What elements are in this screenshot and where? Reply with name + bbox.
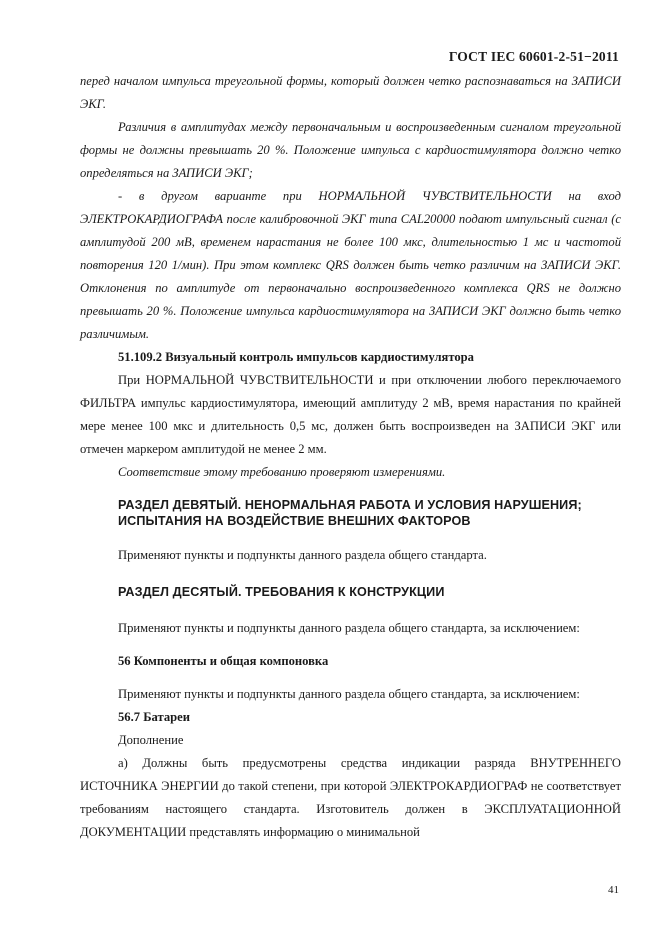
paragraph-section-nine-apply: Применяют пункты и подпункты данного раздела общего стандарта. — [118, 548, 487, 562]
page-number: 41 — [608, 884, 619, 896]
paragraph-compliance-check: Соответствие этому требованию проверяют измерениями. — [118, 465, 446, 479]
standard-header: ГОСТ IEC 60601-2-51−2011 — [448, 49, 619, 64]
heading-56: 56 Компоненты и общая компоновка — [118, 654, 329, 668]
heading-56-7: 56.7 Батареи — [118, 710, 190, 724]
paragraph-battery-indication: а) Должны быть предусмотрены средства индикации разряда ВНУТРЕННЕГО ИСТОЧНИКА ЭНЕРГИИ до такой степени, при которой ЭЛЕКТРОКАРДИОГРАФ не соответствует требованиям настоящего стандарта. Изготовитель должен в ЭКСПЛУАТАЦИОННОЙ ДОКУМЕНТАЦИИ представлять информацию о минимальной — [80, 756, 621, 839]
paragraph-56-apply: Применяют пункты и подпункты данного раздела общего стандарта, за исключением: — [118, 687, 580, 701]
section-ten-heading: РАЗДЕЛ ДЕСЯТЫЙ. ТРЕБОВАНИЯ К КОНСТРУКЦИИ — [118, 585, 445, 599]
paragraph-pacemaker-pulse: При НОРМАЛЬНОЙ ЧУВСТВИТЕЛЬНОСТИ и при отключении любого переключаемого ФИЛЬТРА импульс кардиостимулятора, имеющий амплитуду 2 мВ, время нарастания по крайней мере менее 100 мкс и длительность 0,5 мс, должен быть воспроизведен на ЗАПИСИ ЭКГ или отмечен маркером амплитудой не менее 2 мм. — [80, 373, 621, 456]
paragraph-amplitude-difference: Различия в амплитудах между первоначальным и воспроизведенным сигналом треугольной формы не должны превышать 20 %. Положение импульса с кардиостимулятора должно четко определяться на ЗАПИСИ ЭКГ; — [80, 120, 621, 180]
paragraph-addition: Дополнение — [118, 733, 184, 747]
section-nine-line-1: РАЗДЕЛ ДЕВЯТЫЙ. НЕНОРМАЛЬНАЯ РАБОТА И УСЛОВИЯ НАРУШЕНИЯ; — [118, 498, 582, 512]
paragraph-section-ten-apply: Применяют пункты и подпункты данного раздела общего стандарта, за исключением: — [118, 621, 580, 635]
paragraph-continuation: перед началом импульса треугольной формы, который должен четко распознаваться на ЗАПИСИ ЭКГ. — [80, 74, 621, 111]
paragraph-alternative-test: - в другом варианте при НОРМАЛЬНОЙ ЧУВСТВИТЕЛЬНОСТИ на вход ЭЛЕКТРОКАРДИОГРАФА после калибровочной ЭКГ типа CAL20000 подают импульсный сигнал (с амплитудой 200 мВ, временем нарастания не более 100 мкс, длительностью 1 мс и частотой повторения 120 1/мин). При этом комплекс QRS должен быть четко различим на ЗАПИСИ ЭКГ. Отклонения по амплитуде от первоначально воспроизведенного комплекса QRS не должно превышать 20 %. Положение импульса кардиостимулятора на ЗАПИСИ ЭКГ должно быть четко различимым. — [80, 189, 621, 341]
section-nine-line-2: ИСПЫТАНИЯ НА ВОЗДЕЙСТВИЕ ВНЕШНИХ ФАКТОРОВ — [118, 514, 471, 528]
heading-51-109-2: 51.109.2 Визуальный контроль импульсов кардиостимулятора — [118, 350, 474, 364]
page-content — [80, 70, 621, 844]
section-nine-heading — [80, 497, 621, 529]
